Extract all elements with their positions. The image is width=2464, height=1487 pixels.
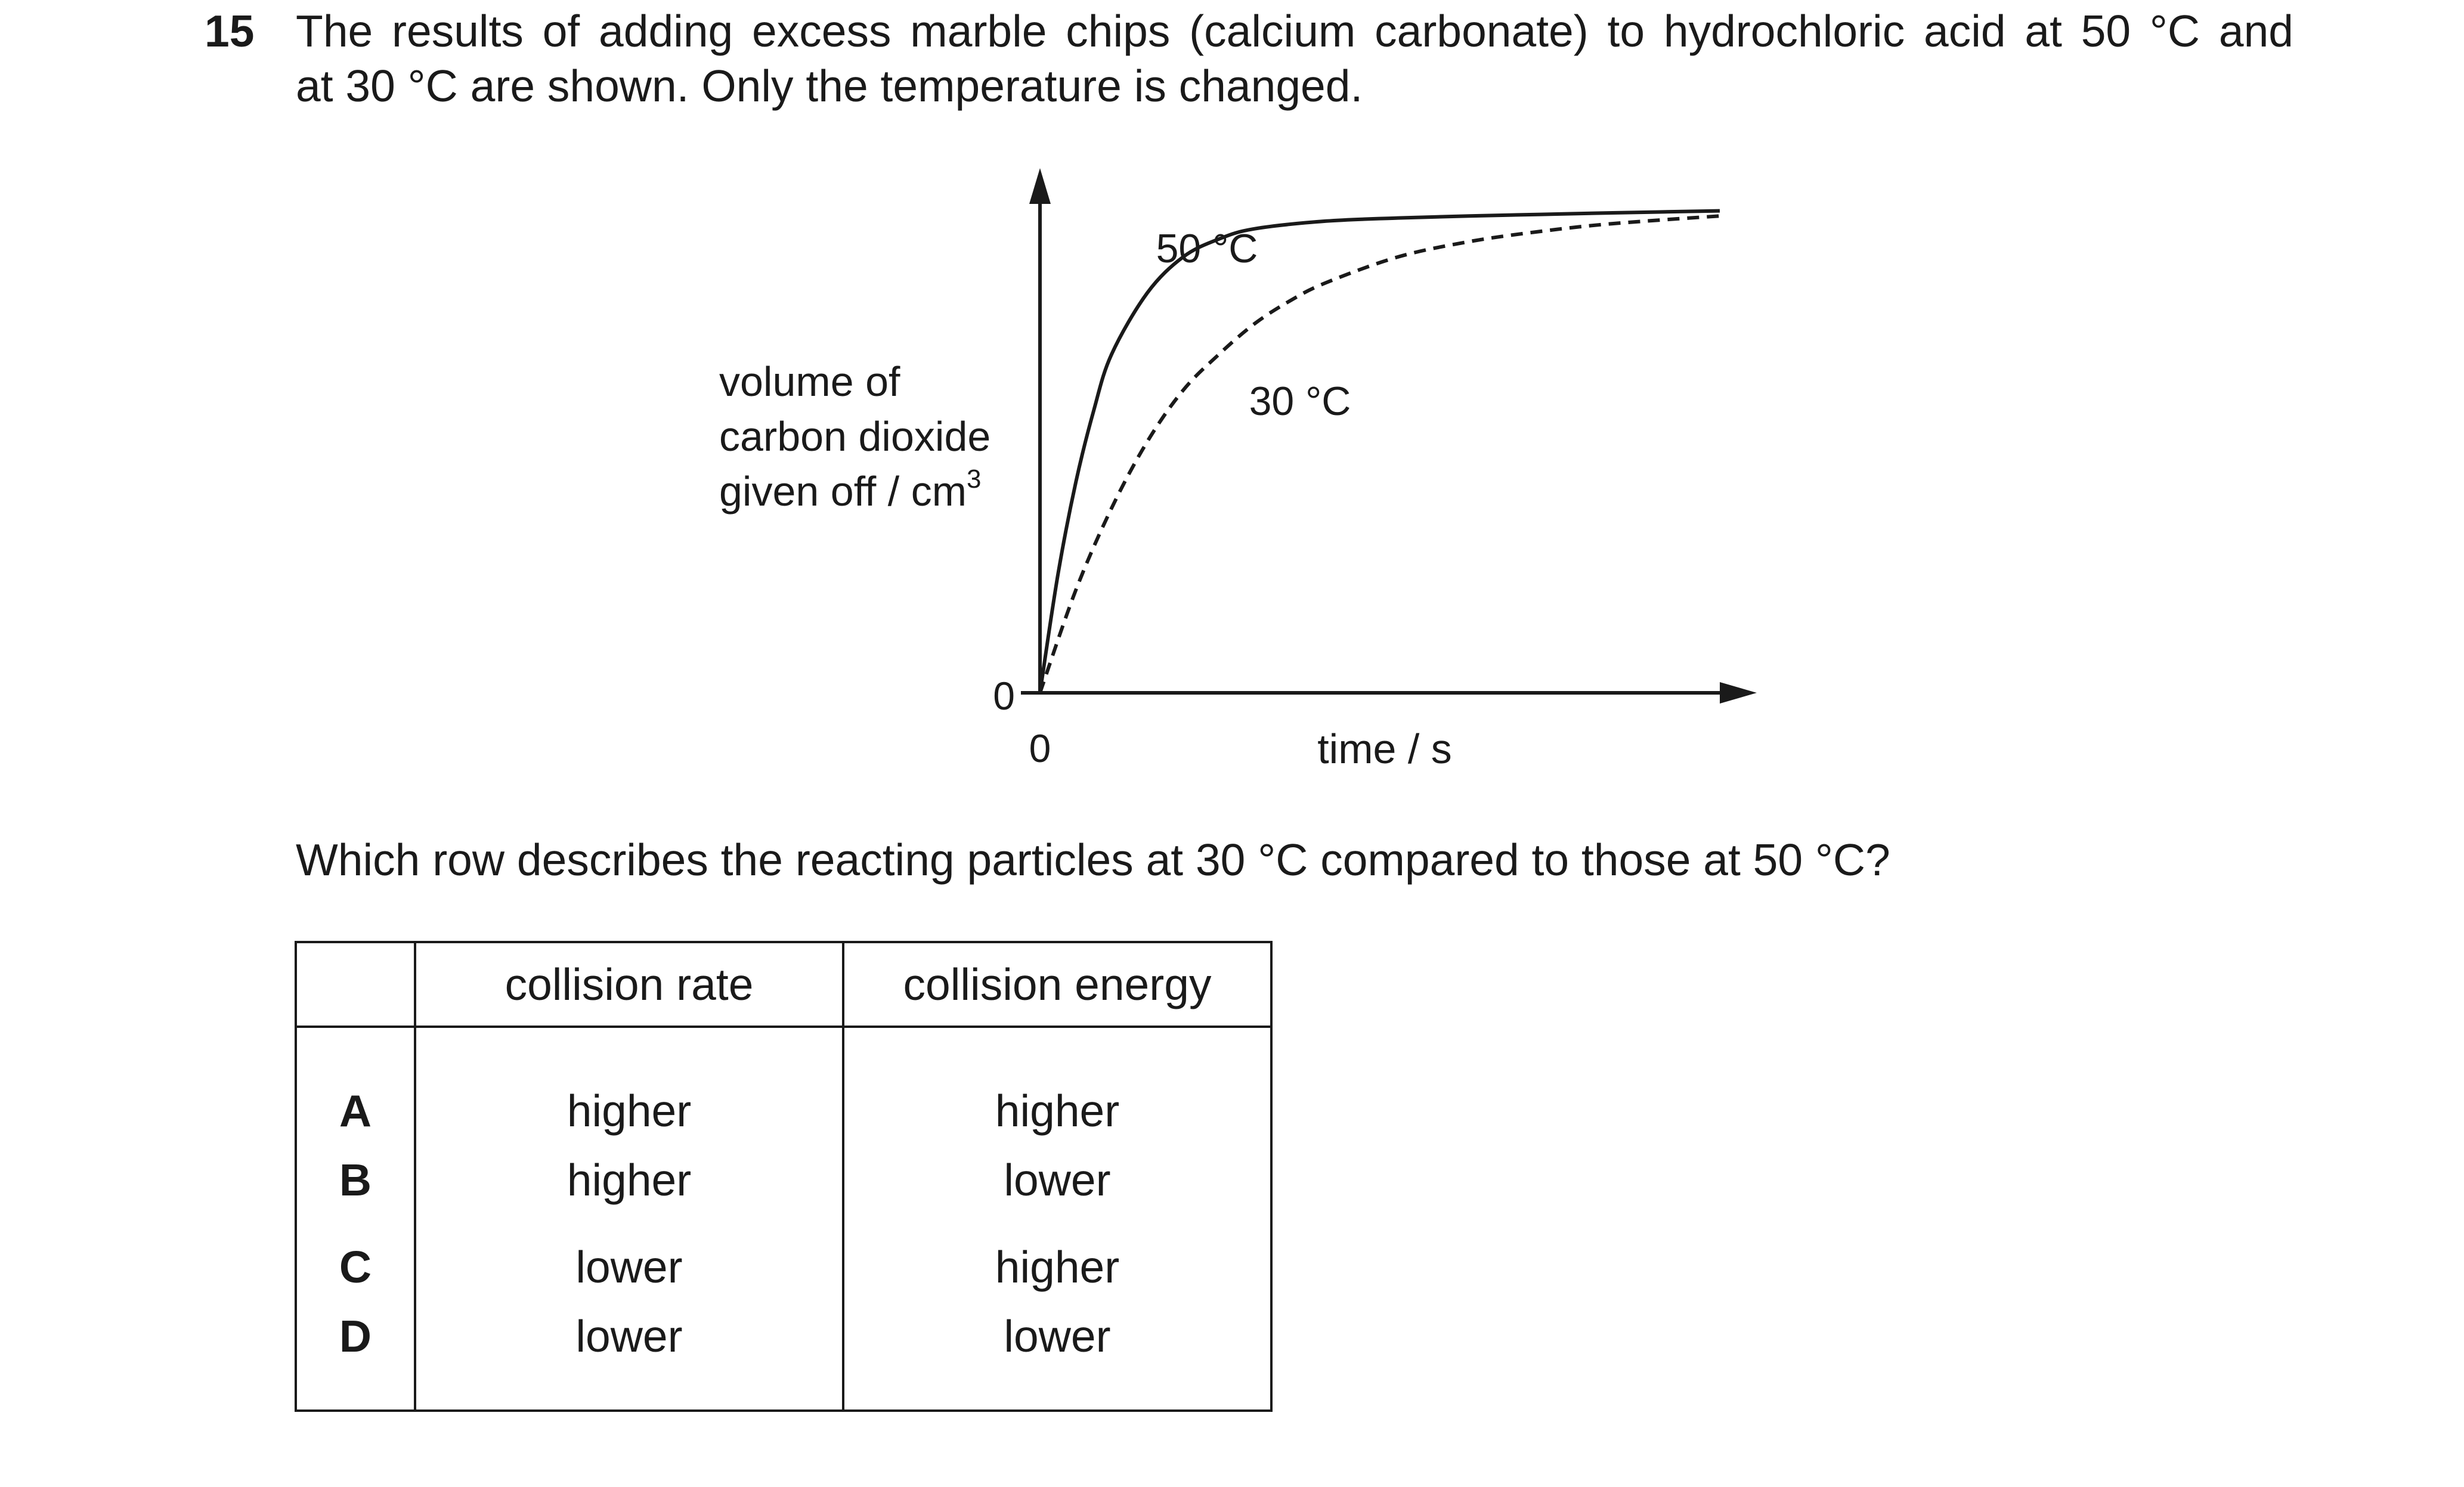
- y-axis-label: [719, 358, 990, 515]
- y-axis-arrowhead: [1029, 168, 1051, 204]
- y-axis-group: [1029, 168, 1051, 693]
- collision-energy-value: lower: [843, 1136, 1271, 1223]
- collision-rate-value: higher: [415, 1136, 843, 1223]
- series-50c-label: 50 °C: [1156, 226, 1258, 271]
- option-letter: D: [296, 1311, 415, 1411]
- collision-energy-value: higher: [843, 1223, 1271, 1311]
- x-axis-label: time / s: [1317, 726, 1452, 772]
- collision-rate-value: lower: [415, 1311, 843, 1411]
- answer-row-b[interactable]: [296, 1136, 1271, 1223]
- answer-table: [295, 941, 1273, 1412]
- y-axis-label-line-2: carbon dioxide: [719, 413, 991, 460]
- question-prompt: Which row describes the reacting particles at 30 °C compared to those at 50 °C?: [296, 835, 1890, 885]
- question-stem-line-2: at 30 °C are shown. Only the temperature is changed.: [296, 61, 1363, 111]
- answer-row-d[interactable]: [296, 1311, 1271, 1411]
- answer-row-c[interactable]: [296, 1223, 1271, 1311]
- question-number: 15: [205, 6, 255, 56]
- header-collision-rate: collision rate: [415, 942, 843, 1027]
- collision-energy-value: lower: [843, 1311, 1271, 1411]
- x-origin-label: 0: [1029, 726, 1051, 770]
- collision-rate-value: lower: [415, 1223, 843, 1311]
- series-30c-label: 30 °C: [1249, 379, 1351, 424]
- y-axis-label-unit: given off / cm: [719, 468, 967, 515]
- answer-row-a[interactable]: [296, 1027, 1271, 1136]
- x-axis-arrowhead: [1720, 682, 1757, 704]
- x-axis-group: [1021, 682, 1757, 704]
- collision-energy-value: higher: [843, 1027, 1271, 1136]
- collision-rate-value: higher: [415, 1027, 843, 1136]
- answer-table-header-row: [296, 942, 1271, 1027]
- option-letter: A: [296, 1027, 415, 1136]
- header-collision-energy: collision energy: [843, 942, 1271, 1027]
- question-stem-line-1: The results of adding excess marble chips (calcium carbonate) to hydrochloric acid at 50 °C and: [296, 6, 2293, 56]
- y-origin-label: 0: [993, 674, 1015, 718]
- header-option-cell: [296, 942, 415, 1027]
- option-letter: C: [296, 1223, 415, 1311]
- series-30c-curve: [1040, 216, 1720, 693]
- y-axis-label-superscript: 3: [967, 464, 982, 494]
- y-axis-label-line-3: [719, 464, 982, 515]
- y-axis-label-line-1: volume of: [719, 358, 900, 405]
- option-letter: B: [296, 1136, 415, 1223]
